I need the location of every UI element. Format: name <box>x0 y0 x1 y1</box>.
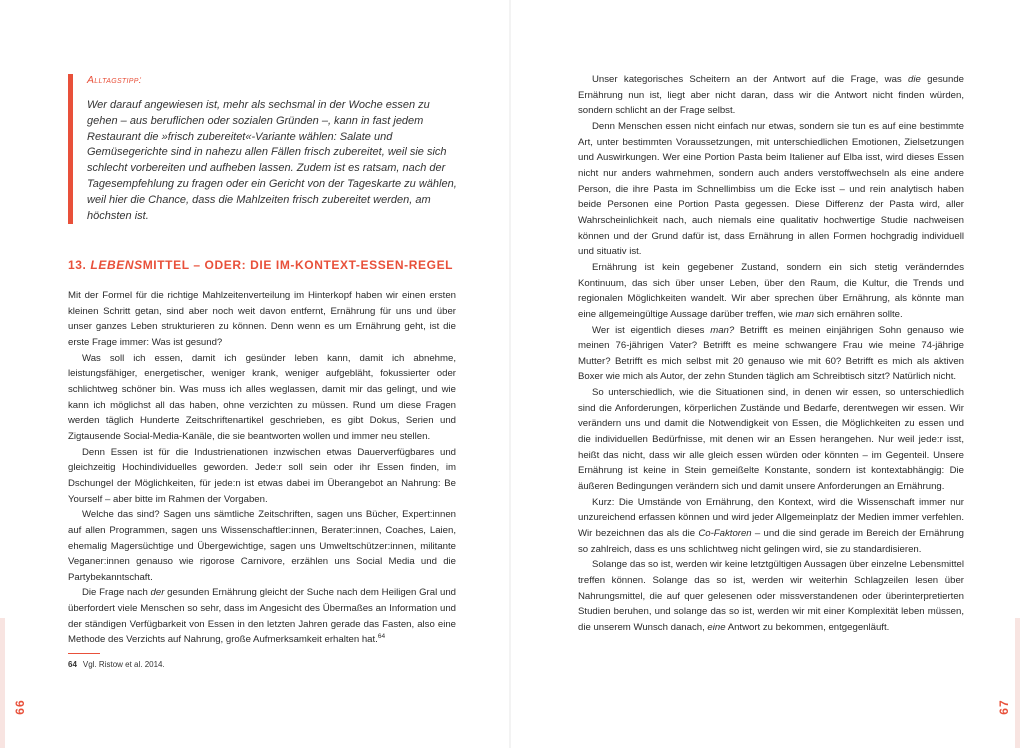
section-heading <box>68 258 458 272</box>
right-body-text <box>578 72 964 636</box>
paragraph: Wer ist eigentlich dieses man? Betrifft es meinen einjährigen Sohn genauso wie meinen 76-jährigen Vater? Betrifft es meine schwangere Frau wie meine 74-jährige Mutter? Betrifft es mich selbst mit 20 genauso wie mit 60? Betrifft es mich als aktiven Boxer wie mich als Autor, der zehn Stunden täglich am Schreibtisch sitzt? Natürlich nicht. <box>578 324 965 383</box>
footnote-rule <box>68 653 100 654</box>
page-edge-marker <box>1015 618 1020 748</box>
section-number: 13. <box>68 258 87 272</box>
paragraph: So unterschiedlich, wie die Situationen sind, in denen wir essen, so unterschiedlich sind die Anforderungen, körperlichen Zustände und Bedarfe, derentwegen wir essen. Wir verändern uns und damit die Notwendigkeit von Essen, die Möglichkeiten zu essen und die individuellen Bedürfnisse, mit denen wir an Essen herangehen. Nur weil jede:r isst, heißt das nicht, dass wir alle gleich essen würden oder könnten – im Gegenteil. Unsere Ernährung ist keine in Stein gemeißelte Konstante, sondern ist kontextabhängig: Die äußeren Bedingungen verändern sich und damit unsere Anforderungen an Ernährung. <box>578 387 964 493</box>
footnote <box>68 660 165 669</box>
paragraph: Solange das so ist, werden wir keine letztgültigen Aussagen über einzelne Lebensmittel treffen können. Solange das so ist, werden wir weiterhin Schlagzeilen lesen über Nahrungsmittel, die auf quer gelesenen oder missverstandenen oder überinterpretierten Studien beruhen, und solange das so ist, werden wir mit einer Komplexität leben müssen, die unserem Wunsch danach, eine Antwort zu bekommen, entgegenläuft. <box>578 559 964 633</box>
left-body-text <box>68 288 456 648</box>
tip-box <box>68 74 457 224</box>
paragraph: Unser kategorisches Scheitern an der Antwort auf die Frage, was die gesunde Ernährung nun ist, liegt aber nicht daran, dass wir die Antwort nicht finden würden, sondern schlicht an der Frage selbst. <box>578 74 964 117</box>
paragraph: Mit der Formel für die richtige Mahlzeitenverteilung im Hinterkopf haben wir einen ersten kleinen Schritt getan, sind aber noch weit davon entfernt, Ernährung für uns und über unser ganzes Leben strukturieren zu können. Denn wenn es um Ernährung geht, ist die erste Frage immer: Was ist gesund? <box>68 290 456 348</box>
paragraph: Welche das sind? Sagen uns sämtliche Zeitschriften, sagen uns Bücher, Expert:innen auf allen Programmen, sagen uns Wissenschaftler:innen, Berater:innen, Coaches, Laien, ehemalig Magersüchtige und Übergewichtige, sagen uns Umweltschützer:innen, militante Veganer:innen genauso wie rigorose Carnivore, erzählen uns Social Media und die Partybekanntschaft. <box>68 509 456 583</box>
paragraph: Was soll ich essen, damit ich gesünder leben kann, damit ich abnehme, leistungsfähiger, energetischer, weniger krank, weniger aufgebläht, fokussierter oder schlichtweg schöner bin. Was muss ich alles weglassen, damit mir das gelingt, und wie kann ich möglichst all das haben, ohne verzichten zu müssen. Rund um diese Fragen werden täglich Hunderte Zeitschriftenartikel geschrieben, es gibt Dokus, Serien und Zigtausende Social-Media-Kanäle, die sie beantworten wollen und immer neu stellen. <box>68 352 456 442</box>
page-number: 66 <box>13 699 27 715</box>
page-number: 67 <box>997 699 1011 715</box>
paragraph: Die Frage nach der gesunden Ernährung gleicht der Suche nach dem Heiligen Gral und überfordert viele Menschen so sehr, dass im Angesicht des Übermaßes an Information und der ständigen Verfügbarkeit von Essen in den letzten Jahren gerade das Fasten, also eine Methode des Verzichts auf Nahrung, große Aufmerksamkeit erhalten hat.$^{64}$ <box>68 587 456 646</box>
paragraph: Denn Menschen essen nicht einfach nur etwas, sondern sie tun es auf eine bestimmte Art, unter bestimmten Voraussetzungen, mit unterschiedlichen Emotionen, Zielsetzungen und Auswirkungen. Wer eine Portion Pasta beim Italiener auf Elba isst, wird dieses Essen nicht nur anders wahrnehmen, sondern auch anders verstoffwechseln als eine andere Person, die ihre Pasta im Schnellimbiss um die Ecke isst – und rein analytisch haben beide Personen eine Portion Pasta gegessen. Diese Differenz der Pasta wird, aller Wahrscheinlichkeit nach, auch niemals eine qualitativ hochwertige Studie nachweisen können und der Grund dafür ist, dass Ernährung in allen Formen hochgradig individuell und situativ ist. <box>578 120 964 258</box>
paragraph: Denn Essen ist für die Industrienationen inzwischen etwas Dauerverfügbares und gleichzeitig Hochindividuelles geworden. Jede:r soll sein oder ihr Essen finden, im Dschungel der Möglichkeiten, für jede:n ist etwas dabei im Überangebot an Nahrung: Be Yourself – aber bitte im Rahmen der Vorgaben. <box>68 446 456 505</box>
section-heading-rest: MITTEL – ODER: DIE IM-KONTEXT-ESSEN-REGEL <box>142 258 454 272</box>
section-heading-italic: LEBENS <box>90 258 143 272</box>
tip-text: Wer darauf angewiesen ist, mehr als sechsmal in der Woche essen zu gehen – aus beruflichen oder sozialen Gründen –, kann in fast jedem Restaurant die »frisch zubereitet«-Variante wählen: Salate und Gemüsegerichte sind in nahezu allen Fällen frisch zubereitet, weil sie sich schlecht vorbereiten und aufheben lassen. Zudem ist es ratsam, nach der Tagesempfehlung zu fragen oder ein Gericht von der Tageskarte zu wählen, weil hier die Chance, dass die Mahlzeiten frisch zubereitet werden, am höchsten ist. <box>87 99 457 222</box>
footnote-text: Vgl. Ristow et al. 2014. <box>82 660 165 669</box>
paragraph: Ernährung ist kein gegebener Zustand, sondern ein sich stetig veränderndes Kontinuum, das sich über unser Leben, über den Raum, die Kultur, die Trends und regionalen Möglichkeiten wandelt. Wir aber sprechen über Ernährung, als könnte man eine allgemeingültige Aussage darüber treffen, wie man sich ernähren sollte. <box>578 261 964 320</box>
page-edge-marker <box>0 618 5 748</box>
footnote-number: 64 <box>68 660 77 669</box>
footnote-reference: 64 <box>377 633 386 641</box>
right-page <box>510 0 1020 748</box>
paragraph: Kurz: Die Umstände von Ernährung, den Kontext, wird die Wissenschaft immer nur unzureichend erfassen können und wird jeder Allgemeinplatz der Medien immer verfehlen. Wir bezeichnen das als die Co-Faktoren – und die sind gerade im Bereich der Ernährung so zahlreich, dass es uns schlichtweg nicht gelingen wird, sie zu standardisieren. <box>578 496 964 555</box>
tip-label: Alltagstipp: <box>87 74 142 86</box>
